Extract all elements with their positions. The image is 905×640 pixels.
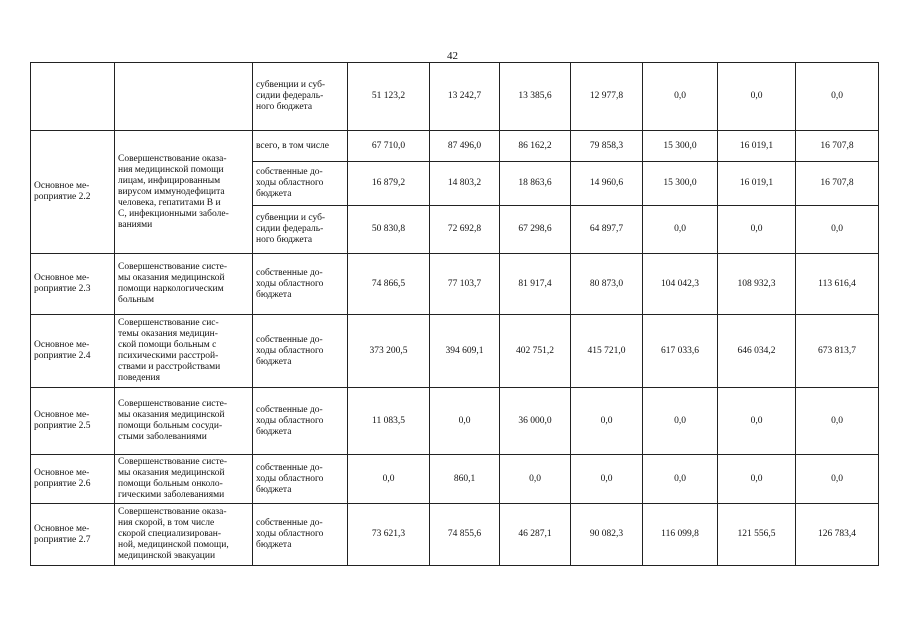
event-code-cell: Основное ме- роприятие 2.6 [31,455,115,504]
amount-cell: 16 019,1 [718,162,796,206]
amount-cell: 90 082,3 [571,504,643,566]
amount-cell: 108 932,3 [718,254,796,315]
amount-cell: 15 300,0 [643,131,718,162]
budget-table [30,62,879,566]
funding-source-cell: собственные до- ходы областного бюджета [253,388,348,455]
table-row [31,455,879,504]
amount-cell: 74 855,6 [430,504,500,566]
amount-cell: 0,0 [643,206,718,254]
event-name-cell: Совершенствование систе- мы оказания медицинской помощи больным сосуди- стыми заболеваниями [115,388,253,455]
table-row [31,63,879,131]
event-name-cell: Совершенствование оказа- ния медицинской помощи лицам, инфицированным вирусом иммунодефицита человека, гепатитами В и С, инфекционными заболе- ваниями [115,131,253,254]
amount-cell: 67 710,0 [348,131,430,162]
amount-cell: 0,0 [718,455,796,504]
table-body [31,63,879,566]
amount-cell: 87 496,0 [430,131,500,162]
amount-cell: 67 298,6 [500,206,571,254]
amount-cell: 121 556,5 [718,504,796,566]
amount-cell: 394 609,1 [430,315,500,388]
amount-cell: 72 692,8 [430,206,500,254]
amount-cell: 16 707,8 [796,162,879,206]
table-row [31,315,879,388]
amount-cell: 16 707,8 [796,131,879,162]
funding-source-cell: собственные до- ходы областного бюджета [253,315,348,388]
amount-cell: 0,0 [348,455,430,504]
amount-cell: 12 977,8 [571,63,643,131]
amount-cell: 0,0 [571,455,643,504]
amount-cell: 14 960,6 [571,162,643,206]
amount-cell: 113 616,4 [796,254,879,315]
event-name-cell: Совершенствование систе- мы оказания медицинской помощи наркологическим больным [115,254,253,315]
amount-cell: 0,0 [796,206,879,254]
amount-cell: 116 099,8 [643,504,718,566]
amount-cell: 18 863,6 [500,162,571,206]
amount-cell: 373 200,5 [348,315,430,388]
event-code-cell [31,63,115,131]
amount-cell: 0,0 [643,455,718,504]
amount-cell: 46 287,1 [500,504,571,566]
funding-source-cell: субвенции и суб- сидии федераль- ного бюджета [253,63,348,131]
amount-cell: 0,0 [643,388,718,455]
funding-source-cell: всего, в том числе [253,131,348,162]
table-row [31,254,879,315]
amount-cell: 0,0 [796,455,879,504]
amount-cell: 0,0 [796,388,879,455]
amount-cell: 13 385,6 [500,63,571,131]
amount-cell: 673 813,7 [796,315,879,388]
amount-cell: 51 123,2 [348,63,430,131]
event-name-cell: Совершенствование оказа- ния скорой, в том числе скорой специализирован- ной, медицинской помощи, медицинской эвакуации [115,504,253,566]
event-code-cell: Основное ме- роприятие 2.7 [31,504,115,566]
amount-cell: 0,0 [796,63,879,131]
amount-cell: 11 083,5 [348,388,430,455]
funding-source-cell: собственные до- ходы областного бюджета [253,455,348,504]
amount-cell: 36 000,0 [500,388,571,455]
event-code-cell: Основное ме- роприятие 2.4 [31,315,115,388]
table-row [31,388,879,455]
page-number: 42 [447,50,458,62]
funding-source-cell: собственные до- ходы областного бюджета [253,254,348,315]
event-name-cell: Совершенствование сис- темы оказания медицин- ской помощи больным с психическими расстрой- ствами и расстройствами поведения [115,315,253,388]
event-name-cell [115,63,253,131]
amount-cell: 50 830,8 [348,206,430,254]
amount-cell: 79 858,3 [571,131,643,162]
amount-cell: 16 019,1 [718,131,796,162]
amount-cell: 86 162,2 [500,131,571,162]
funding-source-cell: собственные до- ходы областного бюджета [253,162,348,206]
amount-cell: 126 783,4 [796,504,879,566]
table-row [31,131,879,162]
amount-cell: 73 621,3 [348,504,430,566]
amount-cell: 0,0 [643,63,718,131]
amount-cell: 0,0 [718,63,796,131]
amount-cell: 64 897,7 [571,206,643,254]
amount-cell: 0,0 [571,388,643,455]
amount-cell: 860,1 [430,455,500,504]
event-code-cell: Основное ме- роприятие 2.2 [31,131,115,254]
event-name-cell: Совершенствование систе- мы оказания медицинской помощи больным онколо- гическими заболеваниями [115,455,253,504]
table-row [31,504,879,566]
funding-source-cell: собственные до- ходы областного бюджета [253,504,348,566]
amount-cell: 0,0 [430,388,500,455]
amount-cell: 0,0 [500,455,571,504]
amount-cell: 80 873,0 [571,254,643,315]
funding-source-cell: субвенции и суб- сидии федераль- ного бюджета [253,206,348,254]
amount-cell: 81 917,4 [500,254,571,315]
amount-cell: 16 879,2 [348,162,430,206]
amount-cell: 104 042,3 [643,254,718,315]
amount-cell: 74 866,5 [348,254,430,315]
amount-cell: 0,0 [718,388,796,455]
event-code-cell: Основное ме- роприятие 2.5 [31,388,115,455]
amount-cell: 15 300,0 [643,162,718,206]
amount-cell: 402 751,2 [500,315,571,388]
event-code-cell: Основное ме- роприятие 2.3 [31,254,115,315]
amount-cell: 646 034,2 [718,315,796,388]
amount-cell: 415 721,0 [571,315,643,388]
amount-cell: 617 033,6 [643,315,718,388]
amount-cell: 14 803,2 [430,162,500,206]
amount-cell: 77 103,7 [430,254,500,315]
amount-cell: 0,0 [718,206,796,254]
amount-cell: 13 242,7 [430,63,500,131]
